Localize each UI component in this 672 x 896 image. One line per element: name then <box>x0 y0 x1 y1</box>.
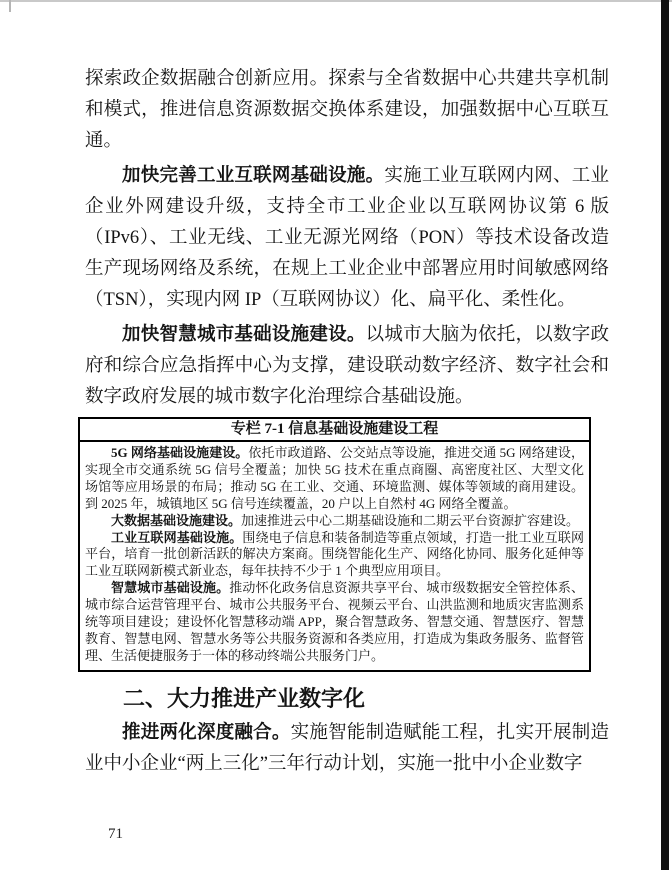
box-item-text: 围绕电子信息和装备制造等重点领域，打造一批工业互联网平台，培育一批创新活跃的解决方案商。围绕智能化生产、网络化协同、服务化延伸等工业互联网新模式新业态，每年扶持不少于 1 个典型应用项目。 <box>85 529 584 579</box>
box-item-text: 依托市政道路、公交站点等设施，推进交通 5G 网络建设，实现全市交通系统 5G 信号全覆盖；加快 5G 技术在重点商圈、高密度社区、大型文化场馆等应用场景的布局；推动 5G 在工业、交通、环境监测、媒体等领域的商用建设。到 2025 年，城镇地区 5G 信号连续覆盖，20 户以上自然村 4G 网络全覆盖。 <box>85 445 584 511</box>
highlight-box-body <box>80 442 589 670</box>
paragraph-two-integration <box>85 718 609 780</box>
box-item-lead: 5G 网络基础设施建设。 <box>111 445 249 460</box>
box-item-lead: 大数据基础设施建设。 <box>111 512 242 528</box>
scan-band-artifact <box>661 0 669 870</box>
paragraph-lead: 加快完善工业互联网基础设施。 <box>122 166 385 186</box>
highlight-box-7-1 <box>78 417 591 672</box>
box-item-text: 加速推进云中心二期基础设施和二期云平台资源扩容建设。 <box>241 512 580 528</box>
box-item-lead: 智慧城市基础设施。 <box>111 580 230 596</box>
box-item-5g <box>85 445 584 513</box>
box-item-smart-city <box>85 580 584 665</box>
paragraph-text: 实施工业互联网内网、工业企业外网建设升级，支持全市工业企业以互联网协议第 6 版（IPv6）、工业无线、工业无源光网络（PON）等技术设备改造生产现场网络及系统，在规上工业企业中部署应用时间敏感网络（TSN），实现内网 IP（互联网协议）化、扁平化、柔性化。 <box>85 166 609 310</box>
highlight-box-title: 专栏 7-1 信息基础设施建设工程 <box>80 419 589 442</box>
page-top-edge-artifact <box>0 0 672 2</box>
box-item-industrial-internet <box>85 530 584 581</box>
box-item-bigdata <box>85 513 584 530</box>
page-number: 71 <box>108 826 123 842</box>
paragraph-text: 以城市大脑为依托，以数字政府和综合应急指挥中心为支撑，建设联动数字经济、数字社会和数字政府发展的城市数字化治理综合基础设施。 <box>85 325 609 407</box>
paragraph-smart-city <box>85 320 609 413</box>
paragraph-text: 探索政企数据融合创新应用。探索与全省数据中心共建共享机制和模式，推进信息资源数据交换体系建设，加强数据中心互联互通。 <box>85 69 609 151</box>
document-page-content <box>85 64 609 784</box>
section-heading-digital-industry: 二、大力推进产业数字化 <box>123 685 366 711</box>
box-item-lead: 工业互联网基础设施。 <box>111 529 243 545</box>
paragraph-lead: 加快智慧城市基础设施建设。 <box>122 325 366 345</box>
scan-notch-artifact <box>9 0 11 12</box>
paragraph-lead: 推进两化深度融合。 <box>122 722 291 743</box>
paragraph-data-center-sharing <box>85 64 609 157</box>
box-item-text: 推动怀化政务信息资源共享平台、城市级数据安全管控体系、城市综合运营管理平台、城市公共服务平台、视频云平台、山洪监测和地质灾害监测系统等项目建设；建设怀化智慧移动端 APP，聚合智慧政务、智慧交通、智慧医疗、智慧教育、智慧电网、智慧水务等公共服务资源和各类应用，打造成为集政务服务、监督管理、生活便捷服务于一体的移动终端公共服务门户。 <box>85 580 584 663</box>
paragraph-text: 实施智能制造赋能工程，扎实开展制造业中小企业“两上三化”三年行动计划，实施一批中小企业数字 <box>85 722 609 774</box>
paragraph-industrial-internet <box>85 161 609 316</box>
